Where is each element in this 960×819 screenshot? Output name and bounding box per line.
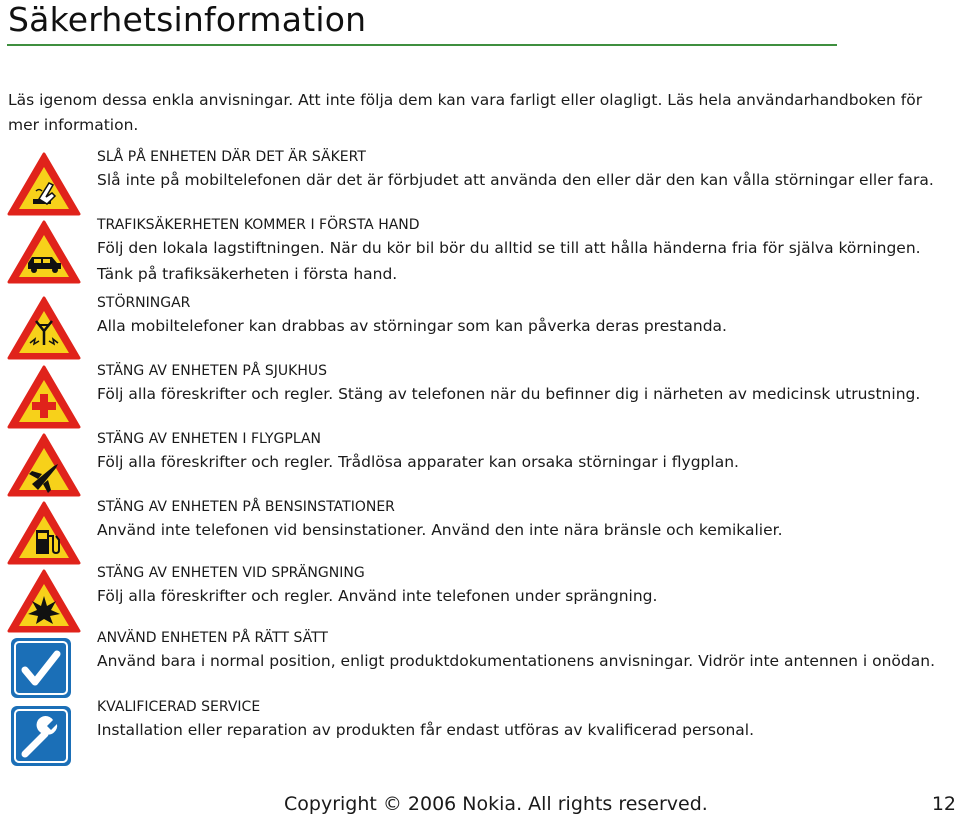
footer-copyright: Copyright © 2006 Nokia. All rights reserved. <box>284 793 708 815</box>
section-road-safety <box>97 215 947 287</box>
section-heading: STÄNG AV ENHETEN I FLYGPLAN <box>97 431 322 447</box>
section-heading: ANVÄND ENHETEN PÅ RÄTT SÄTT <box>97 630 328 646</box>
section-text: Använd bara i normal position, enligt produktdokumentationens anvisningar. Vidrör inte antennen i onödan. <box>97 652 936 670</box>
checkmark-icon <box>9 636 73 700</box>
medical-cross-icon <box>6 364 82 430</box>
section-text: Alla mobiltelefoner kan drabbas av störningar som kan påverka deras prestanda. <box>97 317 727 335</box>
section-text: Använd inte telefonen vid bensinstationer. Använd den inte nära bränsle och kemikalier. <box>97 521 783 539</box>
section-text: Följ alla föreskrifter och regler. Stäng av telefonen när du befinner dig i närheten av medicinsk utrustning. <box>97 385 921 403</box>
section-heading: TRAFIKSÄKERHETEN KOMMER I FÖRSTA HAND <box>97 217 420 233</box>
car-icon <box>6 219 82 285</box>
section-heading: STÖRNINGAR <box>97 295 191 311</box>
section-aircraft <box>97 429 947 475</box>
hand-switch-icon <box>6 151 82 217</box>
section-interference <box>97 293 947 339</box>
section-safe-switch-on <box>97 147 947 193</box>
section-text: Följ alla föreskrifter och regler. Använd inte telefonen under sprängning. <box>97 587 658 605</box>
section-text: Slå inte på mobiltelefonen där det är förbjudet att använda den eller där den kan vålla störningar eller fara. <box>97 171 934 189</box>
airplane-icon <box>6 432 82 498</box>
section-heading: SLÅ PÅ ENHETEN DÄR DET ÄR SÄKERT <box>97 149 366 165</box>
page-number: 12 <box>931 793 956 815</box>
section-text: Installation eller reparation av produkten får endast utföras av kvalificerad personal. <box>97 721 755 739</box>
wrench-icon <box>9 704 73 768</box>
section-heading: STÄNG AV ENHETEN PÅ SJUKHUS <box>97 363 327 379</box>
fuel-pump-icon <box>6 500 82 566</box>
page-title: Säkerhetsinformation <box>8 0 367 39</box>
section-heading: STÄNG AV ENHETEN VID SPRÄNGNING <box>97 565 365 581</box>
explosion-icon <box>6 568 82 634</box>
section-text: Följ alla föreskrifter och regler. Trådlösa apparater kan orsaka störningar i flygplan. <box>97 453 739 471</box>
section-heading: STÄNG AV ENHETEN PÅ BENSINSTATIONER <box>97 499 395 515</box>
section-use-sensibly <box>97 628 947 674</box>
section-refuelling <box>97 497 947 543</box>
section-qualified-service <box>97 697 947 743</box>
title-rule <box>7 44 837 46</box>
section-heading: KVALIFICERAD SERVICE <box>97 699 261 715</box>
section-blasting <box>97 563 947 609</box>
interference-icon <box>6 295 82 361</box>
intro-text: Läs igenom dessa enkla anvisningar. Att inte följa dem kan vara farligt eller olagligt. Läs hela användarhandboken för mer information. <box>8 91 923 134</box>
section-text: Följ den lokala lagstiftningen. När du kör bil bör du alltid se till att hålla händerna fria för själva körningen. Tänk på trafiksäkerheten i första hand. <box>97 239 921 283</box>
section-hospitals <box>97 361 947 407</box>
